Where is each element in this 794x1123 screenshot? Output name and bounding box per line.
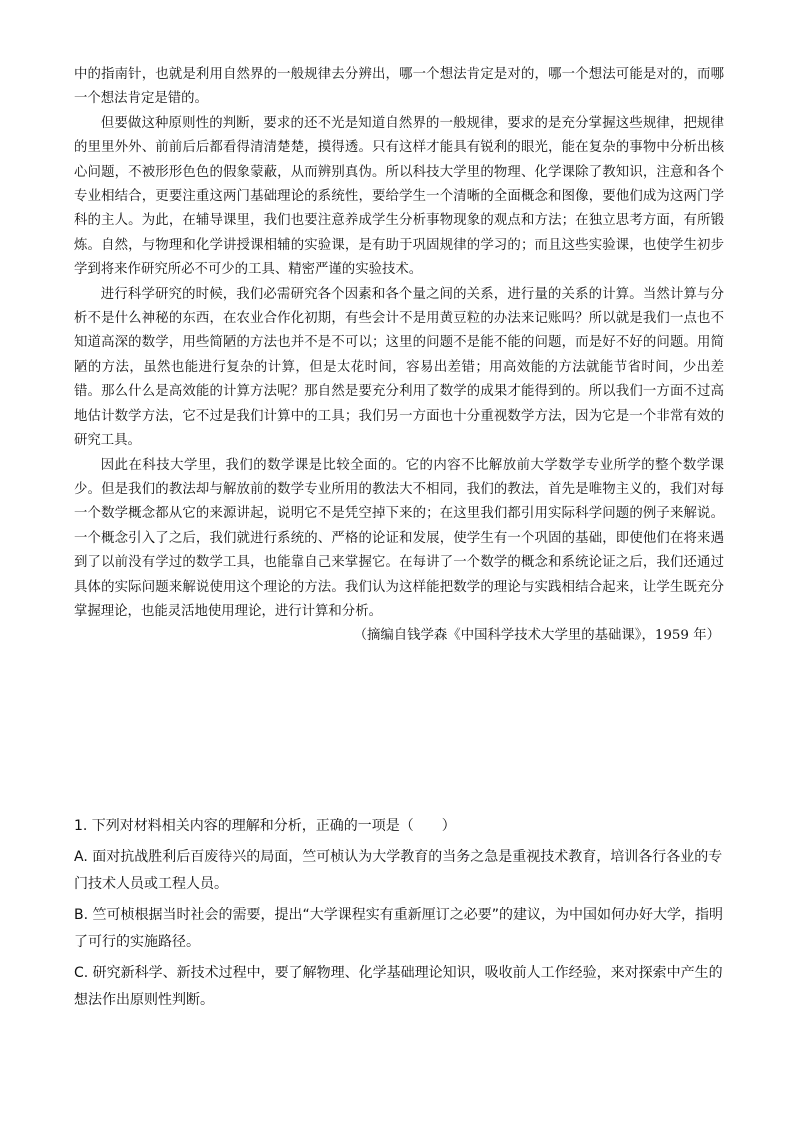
question-stem: 1. 下列对材料相关内容的理解和分析，正确的一项是（ ）	[74, 818, 456, 834]
question-option-a: A. 面对抗战胜利后百废待兴的局面，竺可桢认为大学教育的当务之急是重视技术教育，培训各行各业的专门技术人员或工程人员。	[74, 849, 723, 892]
reading-passage	[74, 63, 724, 649]
passage-source: （摘编自钱学森《中国科学技术大学里的基础课》，1959 年）	[353, 628, 720, 644]
passage-paragraph: 进行科学研究的时候，我们必需研究各个因素和各个量之间的关系，进行量的关系的计算。当然计算与分析不是什么神秘的东西，在农业合作化初期，有些会计不是用黄豆粒的办法来记账吗？所以就是我们一点也不知道高深的数学，用些简陋的方法也并不是不可以；这里的问题不是能不能的问题，而是好不好的问题。用简陋的方法，虽然也能进行复杂的计算，但是太花时间，容易出差错；用高效能的方法就能节省时间，少出差错。那么什么是高效能的计算方法呢？那自然是要充分利用了数学的成果才能得到的。所以我们一方面不过高地估计数学方法，它不过是我们计算中的工具；我们另一方面也十分重视数学方法，因为它是一个非常有效的研究工具。	[74, 286, 724, 449]
question-option-c: C. 研究新科学、新技术过程中，要了解物理、化学基础理论知识，吸收前人工作经验，来对探索中产生的想法作出原则性判断。	[74, 965, 723, 1008]
passage-paragraph: 因此在科技大学里，我们的数学课是比较全面的。它的内容不比解放前大学数学专业所学的整个数学课少。但是我们的教法却与解放前的数学专业所用的教法大不相同，我们的教法，首先是唯物主义的，我们对每一个数学概念都从它的来源讲起，说明它不是凭空掉下来的；在这里我们都引用实际科学问题的例子来解说。一个概念引入了之后，我们就进行系统的、严格的论证和发展，使学生有一个巩固的基础，即使他们在将来遇到了以前没有学过的数学工具，也能靠自己来掌握它。在每讲了一个数学的概念和系统论证之后，我们还通过具体的实际问题来解说使用这个理论的方法。我们认为这样能把数学的理论与实践相结合起来，让学生既充分掌握理论，也能灵活地使用理论，进行计算和分析。	[74, 457, 724, 619]
passage-paragraph: 中的指南针，也就是利用自然界的一般规律去分辨出，哪一个想法肯定是对的，哪一个想法可能是对的，而哪一个想法肯定是错的。	[74, 67, 724, 107]
question-block	[74, 813, 724, 1018]
passage-paragraph: 但要做这种原则性的判断，要求的还不光是知道自然界的一般规律，要求的是充分掌握这些规律，把规律的里里外外、前前后后都看得清清楚楚，摸得透。只有这样才能具有锐利的眼光，能在复杂的事物中分析出核心问题，不被形形色色的假象蒙蔽，从而辨别真伪。所以科技大学里的物理、化学课除了教知识，注意和各个专业相结合，更要注重这两门基础理论的系统性，要给学生一个清晰的全面概念和图像，要他们成为这两门学科的主人。为此，在辅导课里，我们也要注意养成学生分析事物现象的观点和方法；在独立思考方面，有所锻炼。自然，与物理和化学讲授课相辅的实验课，是有助于巩固规律的学习的；而且这些实验课，也使学生初步学到将来作研究所必不可少的工具、精密严谨的实验技术。	[74, 115, 724, 278]
question-option-b: B. 竺可桢根据当时社会的需要，提出“大学课程实有重新厘订之必要”的建议，为中国如何办好大学，指明了可行的实施路径。	[74, 907, 724, 950]
